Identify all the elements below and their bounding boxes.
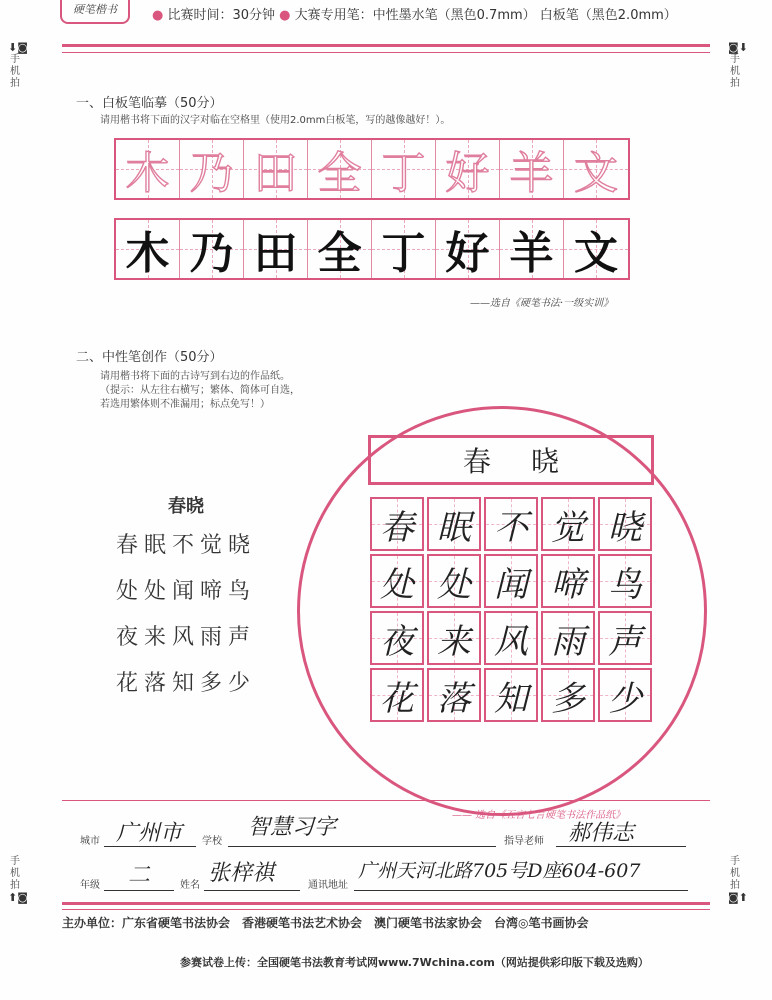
grade-underline: [104, 890, 174, 891]
poem-line: 花落知多少: [116, 671, 257, 696]
model-cell: [116, 140, 180, 198]
work-cell[interactable]: [598, 668, 652, 722]
category-badge: 硬笔楷书: [60, 0, 130, 24]
section1-instruction: 请用楷书将下面的汉字对临在空格里（使用2.0mm白板笔，写的越像越好！）。: [100, 115, 451, 126]
model-char: 木: [125, 148, 170, 199]
section2-instruction: [100, 370, 300, 412]
work-char: 知: [494, 678, 528, 719]
side-char: 机: [10, 868, 20, 879]
model-char: 好: [445, 148, 490, 199]
address-field[interactable]: 广州天河北路705号D座604-607: [358, 860, 641, 882]
work-char: 鸟: [608, 564, 642, 605]
camera-icon: ◙⬆: [728, 891, 748, 904]
copy-cell: [500, 220, 564, 278]
section1-heading: 一、白板笔临摹（50分）: [76, 96, 223, 111]
work-char: 眠: [437, 507, 471, 548]
side-char: 手: [730, 856, 740, 867]
work-cell[interactable]: [541, 611, 595, 665]
work-cell[interactable]: [370, 554, 424, 608]
side-char: 手: [10, 856, 20, 867]
school-field[interactable]: 智慧习字: [248, 815, 337, 840]
poem-text: [116, 528, 256, 712]
work-char: 处: [437, 564, 471, 605]
side-char: 拍: [730, 78, 740, 89]
model-char: 田: [253, 148, 298, 199]
grade-label: 年级: [80, 880, 100, 891]
work-cell[interactable]: [484, 554, 538, 608]
organizers: 主办单位：广东省硬笔书法协会 香港硬笔书法艺术协会 澳门硬笔书法家协会 台湾◎笔书画协会: [62, 916, 589, 930]
side-label-bottom-left: [8, 856, 28, 904]
work-cell[interactable]: [541, 554, 595, 608]
footer-divider-thin: [62, 909, 710, 910]
instruction-line: 若选用繁体则不准漏用；标点免写！）: [100, 399, 270, 410]
copy-cell: [372, 220, 436, 278]
rules-line: [152, 4, 677, 23]
model-char: 文: [574, 148, 618, 199]
model-grid-row: [114, 138, 630, 200]
copy-char: 丁: [381, 228, 426, 279]
work-cell[interactable]: [370, 668, 424, 722]
copy-cell: [180, 220, 244, 278]
side-char: 机: [10, 66, 20, 77]
work-char: 不: [494, 507, 528, 548]
model-cell: [500, 140, 564, 198]
poem-line: 春眠不觉晓: [116, 533, 257, 558]
work-cell[interactable]: [370, 497, 424, 551]
side-label-top-right: [728, 41, 748, 90]
work-char: 晓: [608, 507, 642, 548]
copy-cell: [244, 220, 308, 278]
model-char: 丁: [381, 148, 426, 199]
work-char: 雨: [551, 621, 585, 662]
upload-info: 参赛试卷上传：全国硬笔书法教育考试网www.7Wchina.com（网站提供彩印版下载及选购）: [180, 956, 649, 969]
address-underline: [354, 890, 688, 891]
copy-char: 木: [125, 228, 170, 279]
copy-char: 乃: [189, 228, 234, 279]
work-char: 啼: [551, 564, 585, 605]
model-cell: [180, 140, 244, 198]
side-label-top-left: [8, 41, 28, 90]
poem-line: 夜来风雨声: [116, 625, 257, 650]
model-cell: [372, 140, 436, 198]
copy-cell: [116, 220, 180, 278]
header-divider-thin: [62, 52, 710, 53]
name-label: 姓名: [180, 880, 200, 891]
form-divider: [62, 800, 710, 801]
side-char: 机: [730, 66, 740, 77]
copy-cell: [308, 220, 372, 278]
side-char: 拍: [10, 78, 20, 89]
address-label: 通讯地址: [308, 880, 348, 891]
school-label: 学校: [202, 836, 222, 847]
camera-icon: ◙⬇: [728, 41, 748, 54]
work-cell[interactable]: [484, 497, 538, 551]
work-cell[interactable]: [427, 611, 481, 665]
section1-source: ——选自《硬笔书法·一级实训》: [470, 298, 614, 309]
work-cell[interactable]: [598, 554, 652, 608]
work-char: 来: [437, 621, 471, 662]
side-char: 手: [730, 54, 740, 65]
instruction-line: 请用楷书将下面的古诗写到右边的作品纸。: [100, 371, 290, 382]
side-char: 机: [730, 868, 740, 879]
teacher-label: 指导老师: [504, 836, 544, 847]
work-char: 处: [380, 564, 414, 605]
bullet-icon: ●: [279, 8, 291, 23]
work-cell[interactable]: [541, 497, 595, 551]
teacher-underline: [556, 846, 686, 847]
work-cell[interactable]: [370, 611, 424, 665]
model-cell: [308, 140, 372, 198]
poem-title: 春晓: [168, 496, 204, 517]
model-cell: [436, 140, 500, 198]
copy-char: 田: [253, 228, 298, 279]
rule-time: 比赛时间：30分钟: [167, 8, 276, 23]
section2-source: —— 选自《五言七言硬笔书法作品纸》: [452, 810, 626, 821]
model-char: 乃: [189, 148, 234, 199]
work-char: 落: [437, 678, 471, 719]
camera-icon: ⬇◙: [8, 41, 28, 54]
work-cell[interactable]: [484, 611, 538, 665]
model-char: 羊: [509, 148, 554, 199]
work-char: 春: [380, 507, 414, 548]
work-cell[interactable]: [427, 668, 481, 722]
name-field[interactable]: 张梓祺: [208, 861, 275, 886]
name-underline: [204, 890, 300, 891]
rule-pen: 大赛专用笔：中性墨水笔（黑色0.7mm） 白板笔（黑色2.0mm）: [294, 8, 677, 23]
teacher-field[interactable]: 郝伟志: [568, 821, 635, 846]
work-cell[interactable]: [427, 554, 481, 608]
work-char: 少: [608, 678, 642, 719]
work-char: 夜: [380, 621, 414, 662]
side-char: 手: [10, 54, 20, 65]
work-cell[interactable]: [598, 611, 652, 665]
work-cell[interactable]: [484, 668, 538, 722]
copy-char: 羊: [509, 228, 554, 279]
work-title: 春晓: [462, 445, 599, 478]
footer-divider: [62, 902, 710, 905]
work-grid: [370, 497, 652, 722]
copy-char: 全: [317, 228, 362, 279]
work-char: 风: [494, 621, 528, 662]
model-cell: [244, 140, 308, 198]
model-char: 全: [317, 148, 362, 199]
work-cell[interactable]: [427, 497, 481, 551]
work-char: 闻: [494, 564, 528, 605]
grade-field[interactable]: 二: [128, 863, 151, 888]
poem-line: 处处闻啼鸟: [116, 579, 257, 604]
section2-heading: 二、中性笔创作（50分）: [76, 350, 223, 365]
work-title-box: [368, 435, 654, 485]
city-label: 城市: [80, 836, 100, 847]
instruction-line: （提示：从左往右横写；繁体、简体可自选，: [100, 385, 300, 396]
side-label-bottom-right: [728, 856, 748, 904]
work-cell[interactable]: [541, 668, 595, 722]
school-underline: [228, 846, 496, 847]
copy-grid-row: [114, 218, 630, 280]
city-field[interactable]: 广州市: [116, 821, 183, 846]
side-char: 拍: [730, 880, 740, 891]
copy-cell: [564, 220, 628, 278]
work-char: 花: [380, 678, 414, 719]
work-char: 觉: [551, 507, 585, 548]
side-char: 拍: [10, 880, 20, 891]
camera-icon: ⬆◙: [8, 891, 28, 904]
copy-cell: [436, 220, 500, 278]
copy-char: 文: [574, 228, 618, 279]
copy-char: 好: [445, 228, 490, 279]
header-divider: [62, 44, 710, 47]
model-cell: [564, 140, 628, 198]
work-char: 声: [608, 621, 642, 662]
work-cell[interactable]: [598, 497, 652, 551]
city-underline: [104, 846, 196, 847]
bullet-icon: ●: [152, 8, 164, 23]
work-char: 多: [551, 678, 585, 719]
